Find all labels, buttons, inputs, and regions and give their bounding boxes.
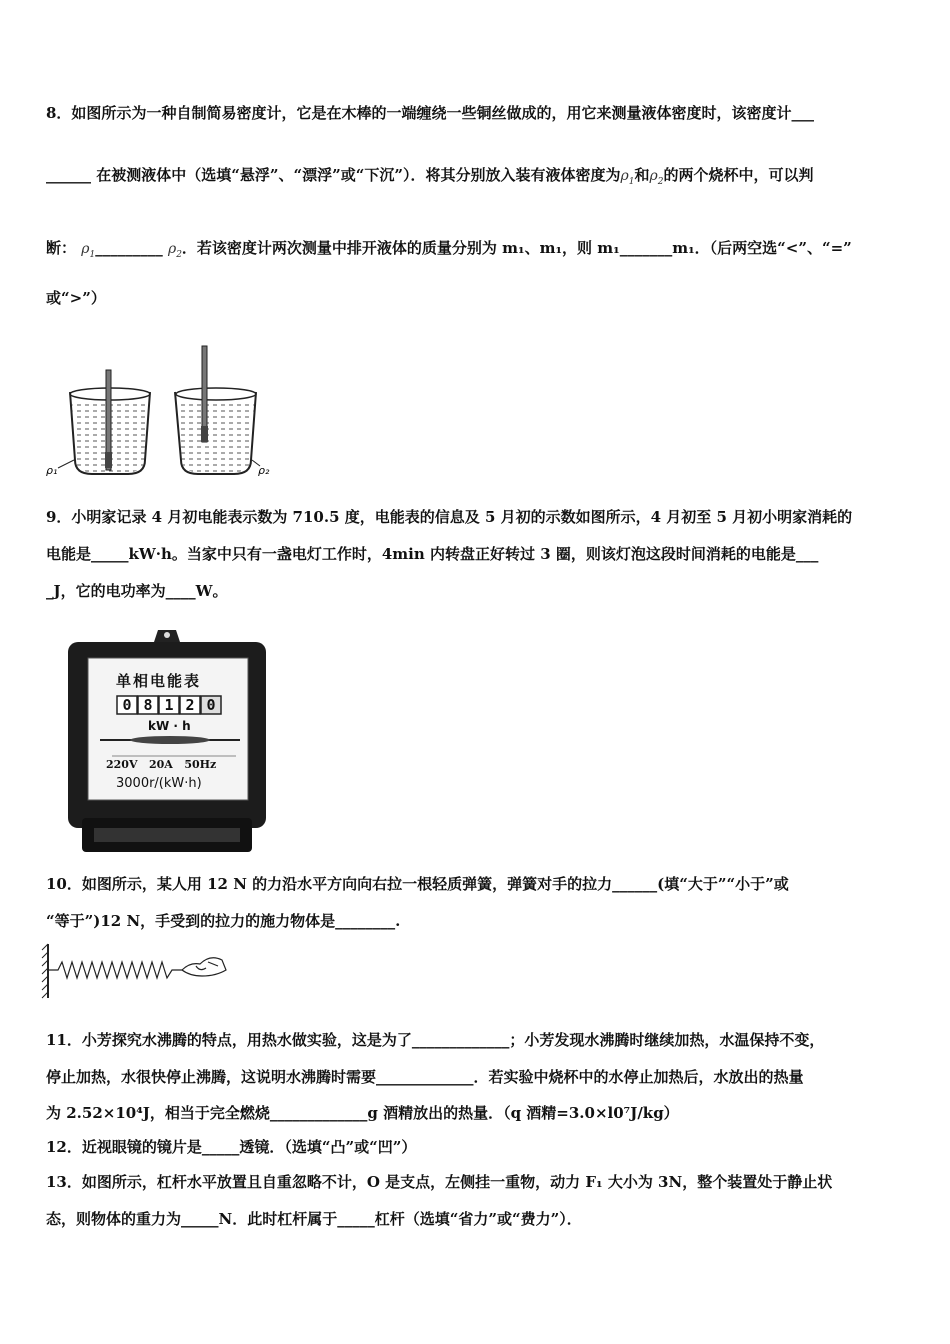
rho1-symbol: $\rho_1$ <box>620 168 635 187</box>
rho1-label: ρ₁ <box>46 464 58 477</box>
rho2-symbol: $\rho_2$ <box>649 168 664 187</box>
hand <box>182 958 226 976</box>
q8-line-4: 或“>”） <box>46 289 106 307</box>
q8-line-3 <box>46 238 852 265</box>
q11-line-1: 11．小芳探究水沸腾的特点，用热水做实验，这是为了_____________；小芳发现水沸腾时继续加热，水温保持不变， <box>46 1031 825 1049</box>
meter-title: 单相电能表 <box>116 672 202 690</box>
q11-line-2: 停止加热，水很快停止沸腾，这说明水沸腾时需要_____________．若实验中烧杯中的水停止加热后，水放出的热量 <box>46 1068 804 1086</box>
meter-digit-3: 1 <box>164 696 174 714</box>
copper-wire-2 <box>201 426 208 442</box>
meter-rate: 3000r/(kW·h) <box>116 776 202 791</box>
spring-figure <box>40 940 230 1002</box>
q8-line-2-text-b: 的两个烧杯中，可以判 <box>663 166 814 184</box>
q13-line-2: 态，则物体的重力为_____N．此时杠杆属于_____杠杆（选填“省力”或“费力”）． <box>46 1210 582 1228</box>
meter-digit-5: 0 <box>206 696 216 714</box>
rho1-symbol-2: $\rho_1$ <box>81 241 96 260</box>
q9-line-1: 9．小明家记录 4 月初电能表示数为 710.5 度，电能表的信息及 5 月初的示数如图所示，4 月初至 5 月初小明家消耗的 <box>46 508 853 526</box>
q8-and: 和 <box>634 166 650 184</box>
electric-meter-figure <box>64 622 270 854</box>
meter-digit-1: 0 <box>122 696 132 714</box>
q13-line-1: 13．如图所示，杠杆水平放置且自重忽略不计，O 是支点，左侧挂一重物，动力 F₁ 大小为 3N，整个装置处于静止状 <box>46 1173 833 1191</box>
beaker-2 <box>175 346 270 477</box>
q10-line-2: “等于”)12 N，手受到的拉力的施力物体是________. <box>46 912 401 930</box>
q8-line-3-text-b: ．若该密度计两次测量中排开液体的质量分别为 m₁、m₁，则 m₁_______m₁．（后两空选“<”、“=” <box>181 239 852 257</box>
q8-line-2 <box>46 165 813 192</box>
q12-line-1: 12．近视眼镜的镜片是_____透镜．（选填“凸”或“凹”） <box>46 1138 417 1156</box>
meter-specs: 220V 20A 50Hz <box>106 758 217 771</box>
q9-line-2: 电能是_____kW·h。当家中只有一盏电灯工作时，4min 内转盘正好转过 3 圈，则该灯泡这段时间消耗的电能是___ <box>46 545 819 563</box>
meter-digit-2: 8 <box>143 696 153 714</box>
rho2-label: ρ₂ <box>258 464 270 477</box>
spring <box>48 962 182 978</box>
copper-wire-1 <box>105 452 112 468</box>
rho2-symbol-2: $\rho_2$ <box>167 241 182 260</box>
meter-digit-4: 2 <box>185 696 195 714</box>
q8-line-2-text-a: ______ 在被测液体中（选填“悬浮”、“漂浮”或“下沉”）．将其分别放入装有液体密度为 <box>46 166 621 184</box>
q8-line-3-text-a: 断： <box>46 239 77 257</box>
q9-line-3: _J，它的电功率为____W。 <box>46 582 228 600</box>
beaker-1 <box>46 370 150 477</box>
q10-line-1: 10．如图所示，某人用 12 N 的力沿水平方向向右拉一根轻质弹簧，弹簧对手的拉力______(填“大于”“小于”或 <box>46 875 789 893</box>
q8-line-1: 8．如图所示为一种自制简易密度计，它是在木棒的一端缠绕一些铜丝做成的，用它来测量液体密度时，该密度计___ <box>46 104 814 122</box>
meter-unit: kW · h <box>148 719 191 733</box>
q8-blank: _________ <box>95 239 163 257</box>
beakers-figure <box>44 342 284 482</box>
q11-line-3: 为 2.52×10⁴J，相当于完全燃烧_____________g 酒精放出的热量．（q 酒精=3.0×l0⁷J/kg） <box>46 1104 679 1122</box>
